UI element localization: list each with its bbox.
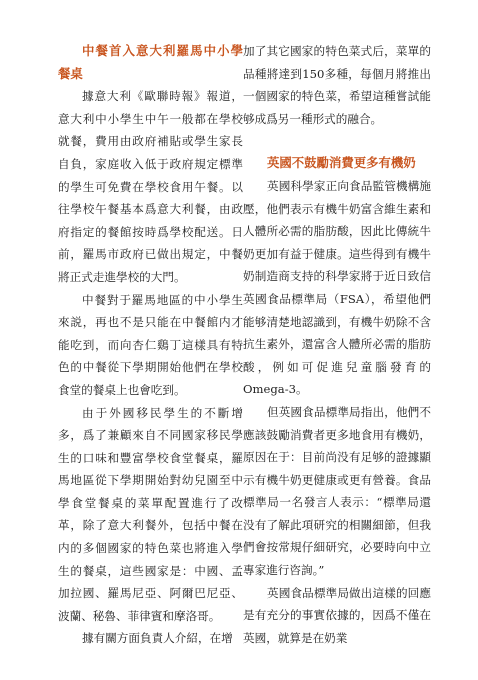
article-paragraph: 英國科學家正向食品監管機構施壓，他們表示有機牛奶富含維生素和人體所必需的脂肪酸，因此比傳統牛奶更加有益于健康。這些得到有機牛奶制造商支持的科學家將于近日致信英國食品標準局（FSA），希望他們能够清楚地認識到，有機牛奶除不含抗生素外，還富含人體所必需的脂肪酸，例如可促進兒童腦發育的Omega-3。	[243, 178, 431, 397]
article-heading-chinese-food-rome: 中餐首入意大利羅馬中小學餐桌	[58, 43, 243, 81]
article-heading-organic-milk: 英國不鼓勵消費更多有機奶	[267, 155, 416, 171]
right-column	[243, 40, 431, 649]
article-paragraph: 據有關方面負責人介紹，在增	[82, 631, 233, 646]
article-paragraph: 中餐對于羅馬地區的中小學生來説，再也不是只能在中餐館内才能吃到，而向杏仁鷄丁這樣具有特色的中餐從下學期開始他們在學校食堂的餐桌上也會吃到。	[58, 292, 243, 397]
article-paragraph: 英國食品標準局做出這樣的回應是有充分的事實依據的，因爲不僅在英國，就算是在奶業	[243, 585, 431, 645]
article-paragraph: 但英國食品標準局指出，他們不應該鼓勵消費者更多地食用有機奶，原因在于：目前尚没有足够的證據顯示有機牛奶更健康或更有營養。食品標準局一名發言人表示：“標準局還没有了解此項研究的相關細節，但我們會按常規仔細研究，必要時向中立專家進行咨詢。”	[243, 404, 431, 578]
article-paragraph: 據意大利《歐聯時報》報道，意大利中小學生中午一般都在學校就餐，費用由政府補貼或學生家長自負，家庭收入低于政府規定標準的學生可免費在學校食用午餐。以往學校午餐基本爲意大利餐，由政府指定的餐館按時爲學校配送。日前，羅馬市政府已做出規定，中餐將正式走進學校的大門。	[58, 89, 243, 284]
article-paragraph: 由于外國移民學生的不斷增多，爲了兼顧來自不同國家移民學生的口味和豐富學校食堂餐桌，羅馬地區從下學期開始對幼兒園至中學食堂餐桌的菜單配置進行了改革，除了意大利餐外，包括中餐在内的多個國家的特色菜也將進入學生的餐桌，這些國家是：中國、孟加拉國、羅馬尼亞、阿爾巴尼亞、波蘭、秘魯、菲律賓和摩洛哥。	[58, 405, 243, 623]
left-column	[58, 40, 243, 650]
article-paragraph-continued: 加了其它國家的特色菜式后，菜單的品種將達到150多種，每個月將推出一個國家的特色菜，希望這種嘗試能够成爲另一種形式的融合。	[243, 44, 431, 126]
